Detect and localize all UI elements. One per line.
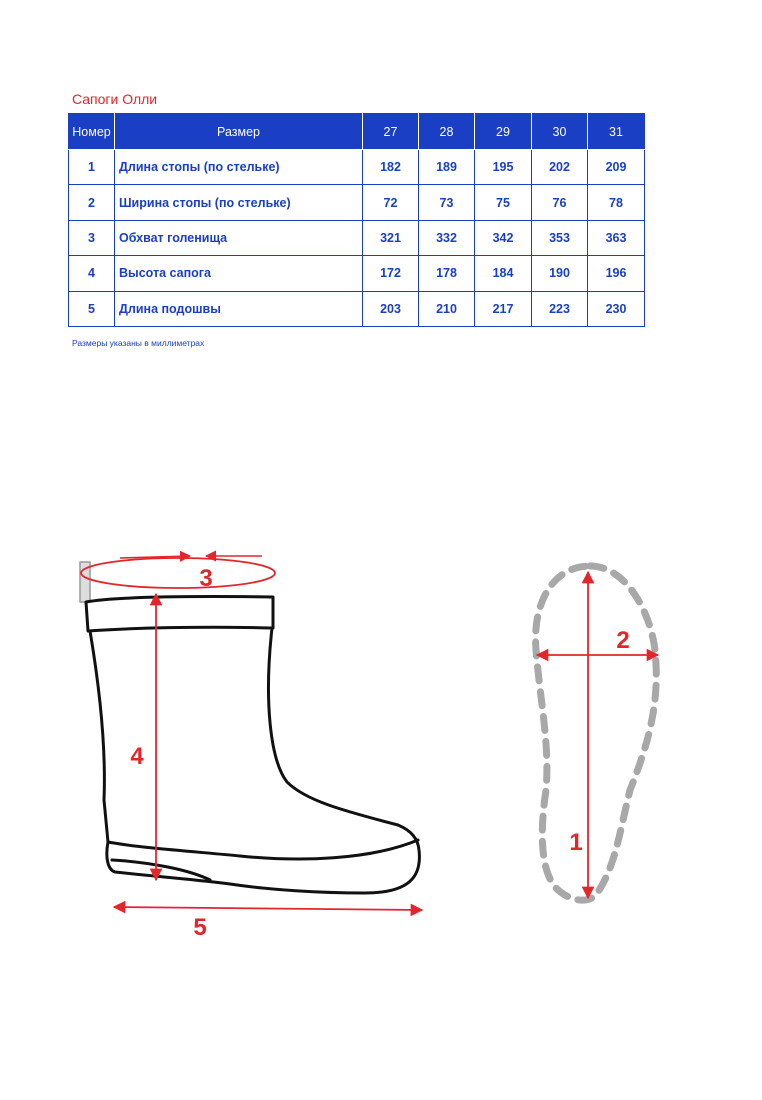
row-value: 172: [363, 256, 419, 291]
header-name: Размер: [115, 114, 363, 150]
row-value: 321: [363, 220, 419, 255]
label-height: 4: [130, 743, 144, 770]
row-value: 189: [419, 150, 475, 185]
header-size: 28: [419, 114, 475, 150]
row-name: Длина стопы (по стельке): [115, 150, 363, 185]
label-sole: 5: [193, 914, 207, 941]
row-num: 3: [69, 220, 115, 255]
row-value: 223: [532, 291, 588, 326]
row-value: 190: [532, 256, 588, 291]
row-value: 203: [363, 291, 419, 326]
row-num: 1: [69, 150, 115, 185]
row-name: Длина подошвы: [115, 291, 363, 326]
row-num: 2: [69, 185, 115, 220]
row-value: 195: [475, 150, 532, 185]
label-width: 2: [616, 627, 630, 654]
row-value: 182: [363, 150, 419, 185]
row-name: Обхват голенища: [115, 220, 363, 255]
row-value: 202: [532, 150, 588, 185]
sole-measure: [114, 907, 422, 941]
row-value: 332: [419, 220, 475, 255]
row-num: 5: [69, 291, 115, 326]
row-value: 72: [363, 185, 419, 220]
row-value: 178: [419, 256, 475, 291]
header-size: 27: [363, 114, 419, 150]
row-value: 78: [588, 185, 645, 220]
boot-outline: [80, 562, 419, 893]
height-measure: [130, 594, 156, 880]
row-value: 353: [532, 220, 588, 255]
header-size: 31: [588, 114, 645, 150]
row-value: 342: [475, 220, 532, 255]
girth-measure: [81, 556, 275, 592]
row-name: Высота сапога: [115, 256, 363, 291]
row-value: 73: [419, 185, 475, 220]
label-girth: 3: [199, 565, 213, 592]
row-num: 4: [69, 256, 115, 291]
page-title: Сапоги Олли: [72, 91, 158, 107]
header-num: Номер: [69, 114, 115, 150]
width-measure: [537, 627, 658, 655]
row-value: 196: [588, 256, 645, 291]
row-value: 363: [588, 220, 645, 255]
row-value: 217: [475, 291, 532, 326]
label-length: 1: [569, 829, 583, 856]
length-measure: [569, 572, 588, 898]
units-note: Размеры указаны в миллиметрах: [72, 338, 205, 348]
insole-outline: [536, 566, 657, 900]
row-value: 230: [588, 291, 645, 326]
row-value: 184: [475, 256, 532, 291]
header-size: 29: [475, 114, 532, 150]
row-value: 209: [588, 150, 645, 185]
row-value: 76: [532, 185, 588, 220]
row-value: 210: [419, 291, 475, 326]
header-size: 30: [532, 114, 588, 150]
row-value: 75: [475, 185, 532, 220]
row-name: Ширина стопы (по стельке): [115, 185, 363, 220]
